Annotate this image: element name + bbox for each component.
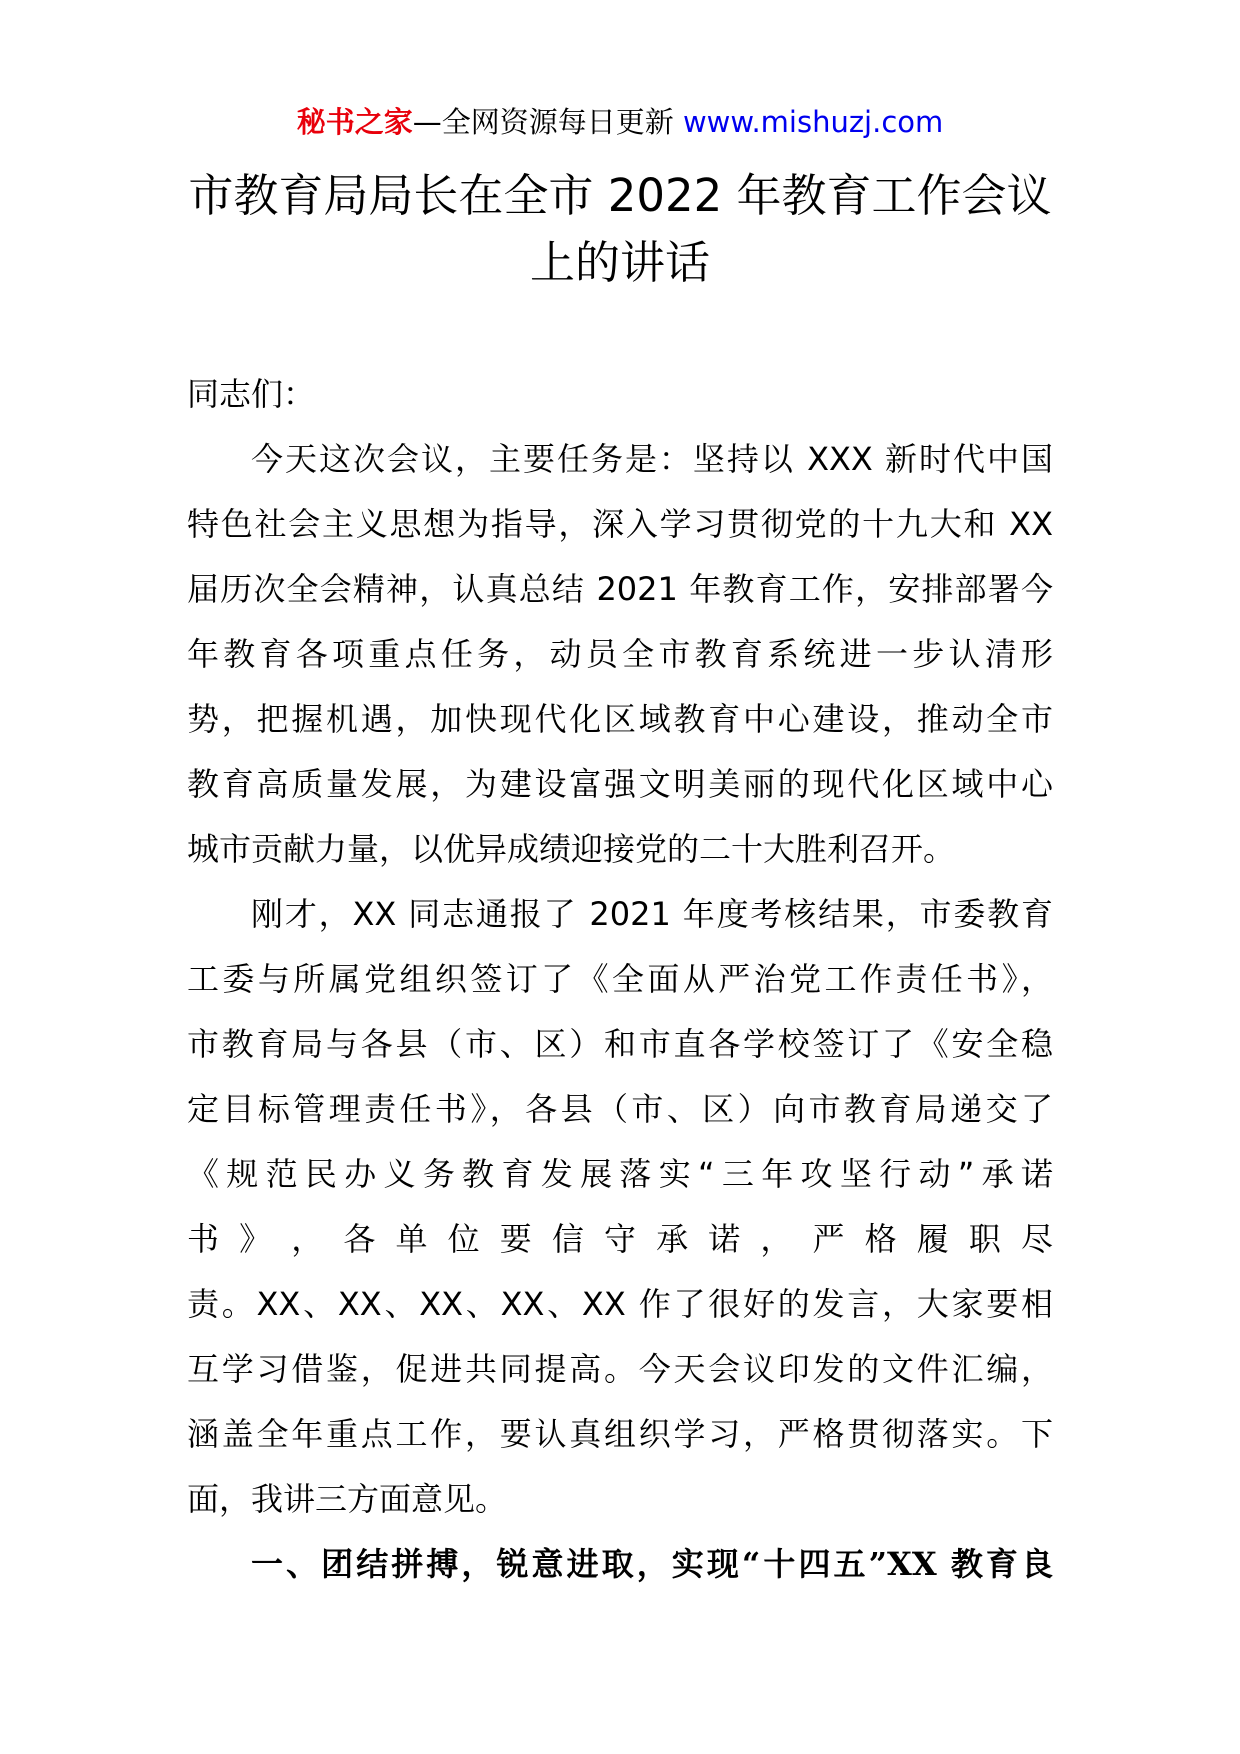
paragraph-1-line: 特色社会主义思想为指导，深入学习贯彻党的十九大和 XX [187, 505, 1053, 543]
site-url-link[interactable]: www.mishuzj.com [682, 105, 944, 139]
paragraph-1-line: 今天这次会议，主要任务是：坚持以 XXX 新时代中国 [251, 440, 1053, 478]
paragraph-1-line: 届历次全会精神，认真总结 2021 年教育工作，安排部署今 [187, 570, 1053, 608]
paragraph-1-line: 教育高质量发展，为建设富强文明美丽的现代化区域中心 [187, 765, 1053, 803]
section-heading-1: 一、团结拼搏，锐意进取，实现“十四五”XX 教育良 [251, 1545, 1053, 1583]
brand-name: 秘书之家 [296, 105, 413, 139]
paragraph-2-line: 工委与所属党组织签订了《全面从严治党工作责任书》， [187, 960, 1053, 998]
paragraph-2-line: 互学习借鉴，促进共同提高。今天会议印发的文件汇编， [187, 1350, 1053, 1388]
paragraph-2-line: 书 》 ， 各 单 位 要 信 守 承 诺 ， 严 格 履 职 尽 [187, 1220, 1053, 1258]
paragraph-2-line: 责。XX、XX、XX、XX、XX 作了很好的发言，大家要相 [187, 1285, 1053, 1323]
paragraph-2-line: 刚才，XX 同志通报了 2021 年度考核结果，市委教育 [251, 895, 1053, 933]
paragraph-2-line: 定目标管理责任书》，各县（市、区）向市教育局递交了 [187, 1090, 1053, 1128]
paragraph-2-line: 面，我讲三方面意见。 [187, 1480, 508, 1518]
site-header [0, 100, 1240, 144]
paragraph-1-line: 势，把握机遇，加快现代化区域教育中心建设，推动全市 [187, 700, 1053, 738]
paragraph-1-line: 年教育各项重点任务，动员全市教育系统进一步认清形 [187, 635, 1053, 673]
paragraph-2-line: 涵盖全年重点工作，要认真组织学习，严格贯彻落实。下 [187, 1415, 1053, 1453]
document-title [100, 162, 1140, 296]
salutation: 同志们： [187, 375, 316, 413]
header-tagline: —全网资源每日更新 [412, 105, 674, 139]
paragraph-1-line: 城市贡献力量，以优异成绩迎接党的二十大胜利召开。 [187, 830, 956, 868]
document-body [187, 362, 1053, 1597]
title-line-1: 市教育局局长在全市 2022 年教育工作会议 [188, 169, 1052, 222]
paragraph-2-line: 《规范民办义务教育发展落实“三年攻坚行动”承诺 [187, 1155, 1053, 1193]
title-line-2: 上的讲话 [529, 236, 710, 289]
paragraph-2-line: 市教育局与各县（市、区）和市直各学校签订了《安全稳 [187, 1025, 1053, 1063]
